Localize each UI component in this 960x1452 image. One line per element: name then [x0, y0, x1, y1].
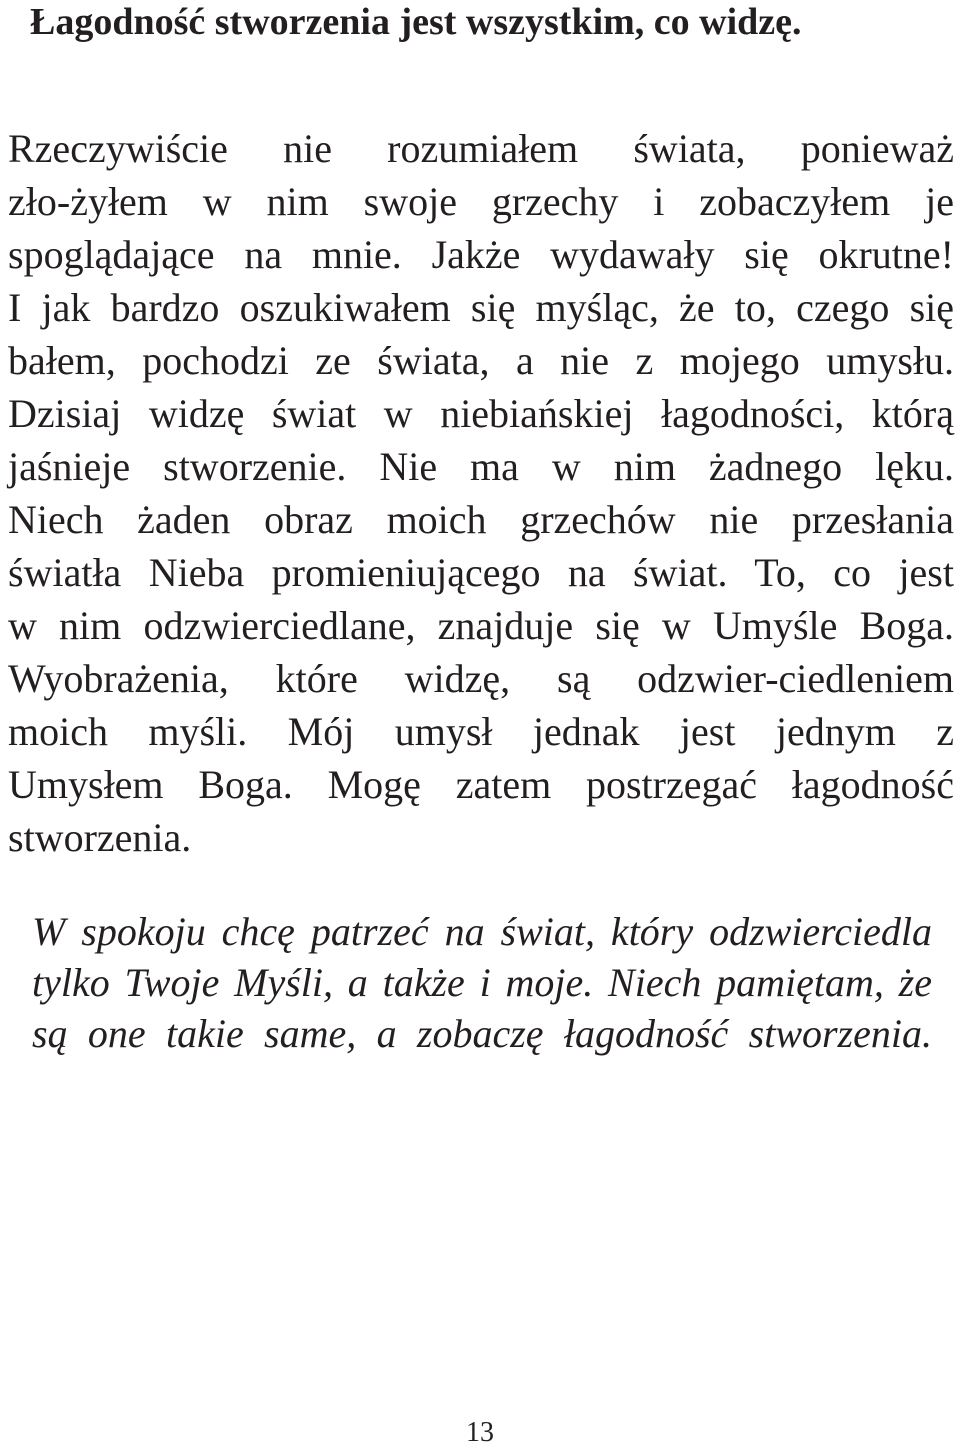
prayer-paragraph: [32, 906, 932, 1059]
body-line: Niech żaden obraz moich grzechów nie przesłania: [8, 497, 954, 542]
prayer-line: tylko Twoje Myśli, a także i moje. Niech pamiętam, że: [32, 960, 932, 1005]
body-line: Umysłem Boga. Mogę zatem postrzegać łagodność: [8, 762, 954, 807]
body-line: Dzisiaj widzę świat w niebiańskiej łagodności, którą: [8, 391, 954, 436]
body-line: I jak bardzo oszukiwałem się myśląc, że to, czego się: [8, 285, 954, 330]
body-line: spoglądające na mnie. Jakże wydawały się okrutne!: [8, 232, 954, 277]
body-line: w nim odzwierciedlane, znajduje się w Umyśle Boga.: [8, 603, 954, 648]
body-line: Wyobrażenia, które widzę, są odzwier-ciedleniem: [8, 656, 954, 701]
body-line: światła Nieba promieniującego na świat. To, co jest: [8, 550, 954, 595]
body-line: stworzenia.: [8, 815, 192, 860]
page-number: 13: [466, 1417, 494, 1448]
body-line: zło-żyłem w nim swoje grzechy i zobaczyłem je: [8, 179, 954, 224]
body-line: Rzeczywiście nie rozumiałem świata, ponieważ: [8, 126, 954, 171]
body-paragraph: [8, 122, 954, 864]
prayer-line: są one takie same, a zobaczę łagodność stworzenia.: [32, 1011, 932, 1056]
body-line: jaśnieje stworzenie. Nie ma w nim żadnego lęku.: [8, 444, 954, 489]
page-title: Łagodność stworzenia jest wszystkim, co widzę.: [30, 1, 802, 43]
body-line: bałem, pochodzi ze świata, a nie z mojego umysłu.: [8, 338, 954, 383]
body-line: moich myśli. Mój umysł jednak jest jednym z: [8, 709, 954, 754]
prayer-line: W spokoju chcę patrzeć na świat, który odzwierciedla: [32, 909, 932, 954]
